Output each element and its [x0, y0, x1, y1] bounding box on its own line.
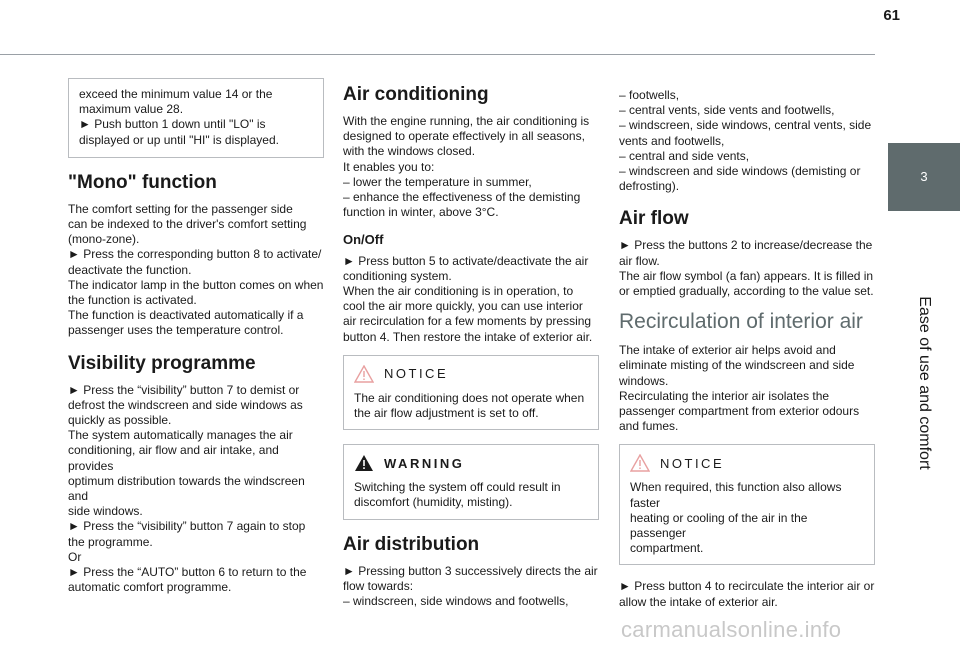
- air-distribution-body: [343, 564, 599, 610]
- text-line: flow towards:: [343, 578, 414, 593]
- notice-triangle-icon: [630, 454, 650, 472]
- chapter-title-strip: [888, 218, 960, 548]
- visibility-programme-body: [68, 383, 324, 596]
- text-line: exceed the minimum value 14 or the: [79, 87, 273, 101]
- text-line: ► Push button 1 down until "LO" is: [79, 117, 266, 132]
- air-flow-body: [619, 238, 875, 299]
- mono-function-heading: "Mono" function: [68, 171, 217, 193]
- text-line: The system automatically manages the air: [68, 428, 293, 443]
- recirculation-notice-box: [619, 444, 875, 565]
- notice-text: [630, 480, 864, 556]
- text-line: designed to operate effectively in all seasons,: [343, 129, 585, 144]
- text-line: ► Press the corresponding button 8 to activate/: [68, 247, 322, 262]
- text-line: The indicator lamp in the button comes on when: [68, 277, 324, 292]
- text-line: optimum distribution towards the windscreen and: [68, 473, 305, 504]
- text-line: windows.: [619, 373, 669, 388]
- text-line: The comfort setting for the passenger side: [68, 201, 293, 216]
- text-line: ► Press the “visibility” button 7 again to stop: [68, 519, 306, 534]
- text-line: discomfort (humidity, misting).: [354, 495, 513, 510]
- text-line: ► Press button 5 to activate/deactivate the air: [343, 253, 589, 268]
- text-line: compartment.: [630, 541, 704, 556]
- notice-label: NOTICE: [660, 455, 725, 471]
- text-line: quickly as possible.: [68, 413, 172, 428]
- list-item: – windscreen, side windows, central vents, side: [619, 118, 872, 133]
- warning-box: [343, 444, 599, 519]
- list-item: – central vents, side vents and footwells,: [619, 103, 835, 118]
- text-line: passenger uses the temperature control.: [68, 323, 284, 338]
- text-line: ► Press the “AUTO” button 6 to return to the: [68, 565, 307, 580]
- text-line: conditioning system.: [343, 268, 452, 283]
- text-line: ► Press the buttons 2 to increase/decrease the: [619, 238, 873, 253]
- text-line: with the windows closed.: [343, 144, 476, 159]
- list-item: – footwells,: [619, 88, 680, 102]
- text-line: – lower the temperature in summer,: [343, 174, 532, 189]
- text-line: allow the intake of exterior air.: [619, 594, 778, 609]
- notice-label: NOTICE: [384, 366, 449, 382]
- text-line: When required, this function also allows faster: [630, 480, 842, 510]
- text-line: the programme.: [68, 534, 153, 549]
- warning-label: WARNING: [384, 455, 465, 471]
- recirculation-instruction: [619, 579, 875, 609]
- text-line: ► Press the “visibility” button 7 to demist or: [68, 382, 300, 397]
- text-line: Or: [68, 549, 82, 564]
- recirculation-heading: Recirculation of interior air: [619, 310, 863, 334]
- text-line: defrost the windscreen and side windows as: [68, 397, 303, 412]
- text-line: – windscreen, side windows and footwells,: [343, 594, 569, 609]
- air-flow-heading: Air flow: [619, 208, 689, 230]
- air-conditioning-heading: Air conditioning: [343, 84, 489, 105]
- notice-triangle-icon: [354, 365, 374, 383]
- text-line: maximum value 28.: [79, 102, 184, 117]
- text-line: cool the air more quickly, you can use interior: [343, 299, 583, 314]
- continued-note-box: [68, 78, 324, 158]
- notice-text: [354, 391, 588, 421]
- continued-note-text: [79, 87, 313, 148]
- text-line: air flow.: [619, 253, 660, 268]
- text-line: automatic comfort programme.: [68, 580, 232, 595]
- text-line: function in winter, above 3°C.: [343, 205, 499, 220]
- notice-box: [343, 355, 599, 430]
- warning-text: [354, 480, 588, 510]
- text-line: or emptied gradually, according to the value set.: [619, 284, 874, 299]
- column-2: [343, 78, 599, 609]
- air-distribution-heading: Air distribution: [343, 533, 480, 555]
- text-line: conditioning, air flow and air intake, and provides: [68, 443, 279, 473]
- list-item: – windscreen and side windows (demisting or: [619, 164, 861, 179]
- text-line: deactivate the function.: [68, 262, 192, 277]
- warning-title: [354, 454, 588, 472]
- air-conditioning-body: [343, 114, 599, 220]
- text-line: It enables you to:: [343, 159, 435, 174]
- list-item: vents and footwells,: [619, 133, 725, 148]
- text-line: – enhance the effectiveness of the demisting: [343, 190, 581, 205]
- text-line: The intake of exterior air helps avoid and: [619, 343, 836, 358]
- page-number: 61: [883, 7, 900, 24]
- watermark: carmanualsonline.info: [621, 617, 842, 642]
- on-off-body: [343, 254, 599, 345]
- text-line: The function is deactivated automatically if a: [68, 308, 304, 323]
- text-line: the function is activated.: [68, 293, 197, 308]
- text-line: passenger compartment from exterior odours: [619, 404, 860, 419]
- text-line: ► Pressing button 3 successively directs the air: [343, 563, 598, 578]
- visibility-programme-heading: Visibility programme: [68, 352, 256, 374]
- text-line: button 4. Then restore the intake of exterior air.: [343, 329, 593, 344]
- list-item: defrosting).: [619, 179, 680, 194]
- chapter-tab[interactable]: 3: [888, 143, 960, 211]
- text-line: heating or cooling of the air in the passenger: [630, 510, 808, 541]
- list-item: – central and side vents,: [619, 148, 750, 163]
- text-line: When the air conditioning is in operation, to: [343, 284, 574, 299]
- text-line: air recirculation for a few moments by pressing: [343, 314, 592, 329]
- text-line: (mono-zone).: [68, 232, 140, 247]
- text-line: eliminate misting of the windscreen and side: [619, 358, 855, 373]
- text-line: can be indexed to the driver's comfort setting: [68, 217, 307, 232]
- notice-title: [354, 365, 588, 383]
- text-line: and fumes.: [619, 419, 679, 434]
- text-line: displayed or up until "HI" is displayed.: [79, 132, 279, 147]
- chapter-title: Ease of use and comfort: [916, 296, 933, 470]
- distribution-list: [619, 88, 875, 194]
- column-1: [68, 78, 324, 595]
- text-line: The air flow symbol (a fan) appears. It is filled in: [619, 268, 874, 283]
- text-line: ► Press button 4 to recirculate the interior air or: [619, 579, 875, 594]
- text-line: The air conditioning does not operate when: [354, 390, 585, 405]
- text-line: the air flow adjustment is set to off.: [354, 406, 539, 421]
- column-3: [619, 78, 875, 610]
- mono-function-body: [68, 202, 324, 339]
- text-line: Switching the system off could result in: [354, 480, 561, 495]
- notice-title: [630, 454, 864, 472]
- on-off-heading: On/Off: [343, 232, 384, 248]
- warning-triangle-icon: [354, 454, 374, 472]
- text-line: Recirculating the interior air isolates the: [619, 388, 830, 403]
- recirculation-body: [619, 343, 875, 434]
- text-line: side windows.: [68, 504, 143, 519]
- header-rule: [0, 54, 875, 55]
- text-line: With the engine running, the air conditioning is: [343, 114, 590, 128]
